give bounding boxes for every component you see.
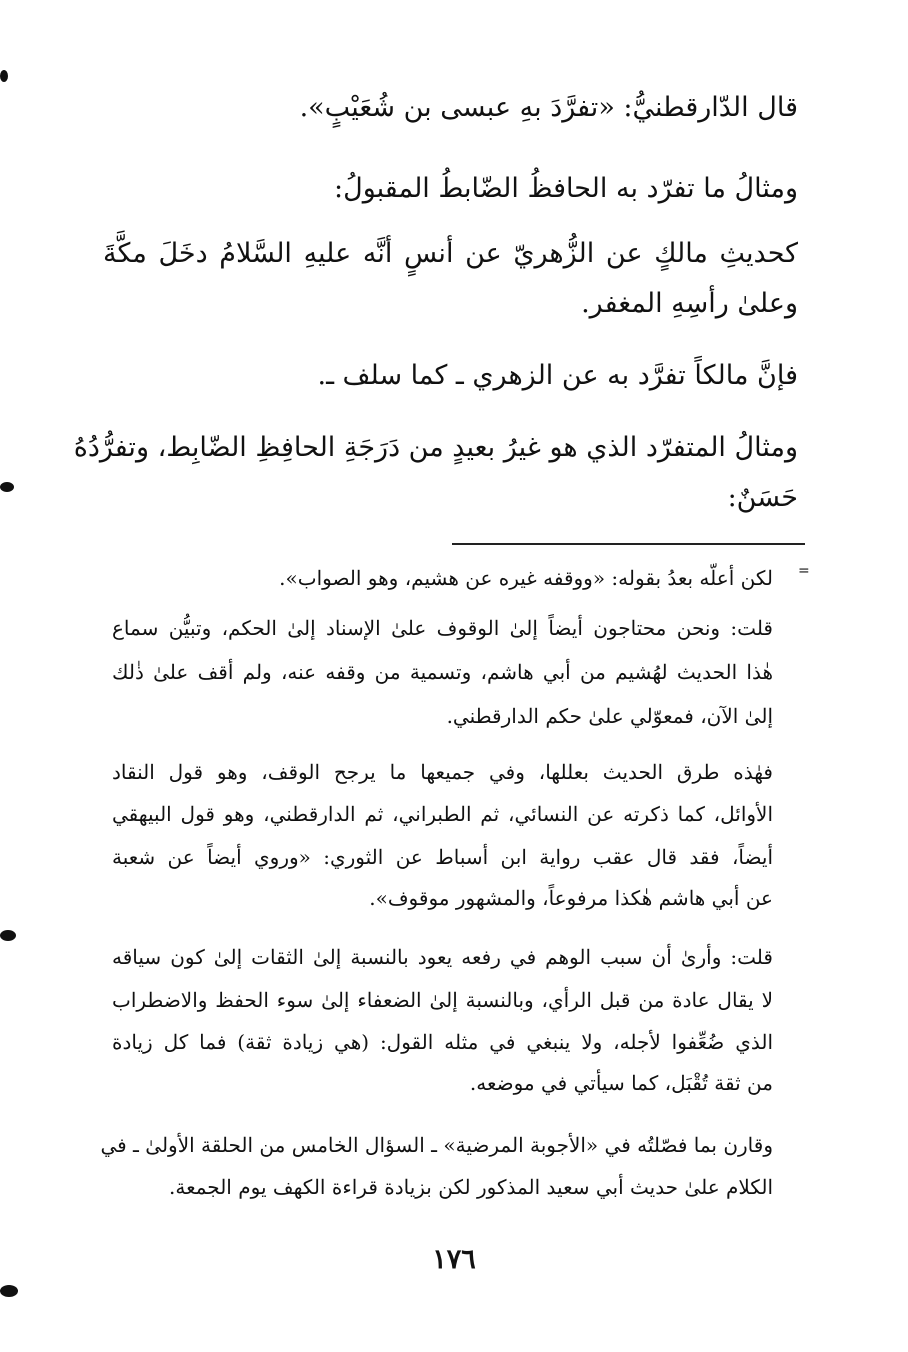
scan-mark (0, 930, 16, 941)
scan-mark (0, 482, 14, 492)
footnote-line: وقارن بما فصّلتُه في «الأجوبة المرضية» ـ السؤال الخامس من الحلقة الأولىٰ ـ في (100, 1133, 773, 1157)
footnote-separator (452, 543, 805, 545)
footnote-line: من ثقة تُقْبَل، كما سيأتي في موضعه. (469, 1071, 773, 1095)
footnote-line: هٰذا الحديث لهُشيم من أبي هاشم، وتسمية من وقفه عنه، ولم أقف علىٰ ذٰلك (112, 660, 773, 684)
main-text-line: وعلىٰ رأسِهِ المغفر. (581, 288, 798, 319)
main-text-line: حَسَنٌ: (727, 482, 798, 513)
footnote-line: أيضاً، فقد قال عقب رواية ابن أسباط عن الثوري: «وروي أيضاً عن شعبة (112, 845, 773, 869)
main-text-line: قال الدّارقطنيُّ: «تفرَّدَ بهِ عبسى بن شُعَيْبٍ». (299, 92, 798, 123)
main-text-line: ومثالُ المتفرّد الذي هو غيرُ بعيدٍ من دَرَجَةِ الحافِظِ الضّابِط، وتفرُّدُهُ (73, 432, 798, 463)
footnote-continuation-mark: = (798, 563, 810, 579)
footnote-line: قلت: وأرىٰ أن سبب الوهم في رفعه يعود بالنسبة إلىٰ الثقات إلىٰ كون سياقه (112, 945, 773, 969)
footnote-line: إلىٰ الآن، فمعوّلي علىٰ حكم الدارقطني. (446, 704, 773, 728)
footnote-line: قلت: ونحن محتاجون أيضاً إلىٰ الوقوف علىٰ الإسناد إلىٰ الحكم، وتبيُّن سماع (112, 616, 773, 640)
footnote-line: لا يقال عادة من قبل الرأي، وبالنسبة إلىٰ الضعفاء إلىٰ سوء الحفظ والاضطراب (112, 988, 773, 1012)
footnote-line: لكن أعلّه بعدُ بقوله: «ووقفه غيره عن هشيم، وهو الصواب». (279, 566, 773, 590)
scan-mark (0, 1285, 18, 1297)
main-text-line: فإنَّ مالكاً تفرَّد به عن الزهري ـ كما سلف ـ. (317, 360, 798, 391)
footnote-line: فهٰذه طرق الحديث بعللها، وفي جميعها ما يرجح الوقف، وهو قول النقاد (112, 760, 773, 784)
scan-mark (0, 70, 8, 82)
main-text-line: ومثالُ ما تفرّد به الحافظُ الضّابطُ المقبولُ: (334, 173, 798, 204)
footnote-line: الذي ضُعِّفوا لأجله، ولا ينبغي في مثله القول: (هي زيادة ثقة) فما كل زيادة (112, 1030, 773, 1054)
main-text-line: كحديثِ مالكٍ عن الزُّهريّ عن أنسٍ أنَّه عليهِ السَّلامُ دخَلَ مكَّةَ (103, 238, 798, 269)
page-number: ١٧٦ (432, 1244, 476, 1275)
footnote-line: الأوائل، كما ذكرته عن النسائي، ثم الطبراني، ثم الدارقطني، وهو قول البيهقي (112, 802, 773, 826)
footnote-line: الكلام علىٰ حديث أبي سعيد المذكور لكن بزيادة قراءة الكهف يوم الجمعة. (169, 1175, 773, 1199)
footnote-line: عن أبي هاشم هٰكذا مرفوعاً، والمشهور موقوف». (369, 886, 773, 910)
